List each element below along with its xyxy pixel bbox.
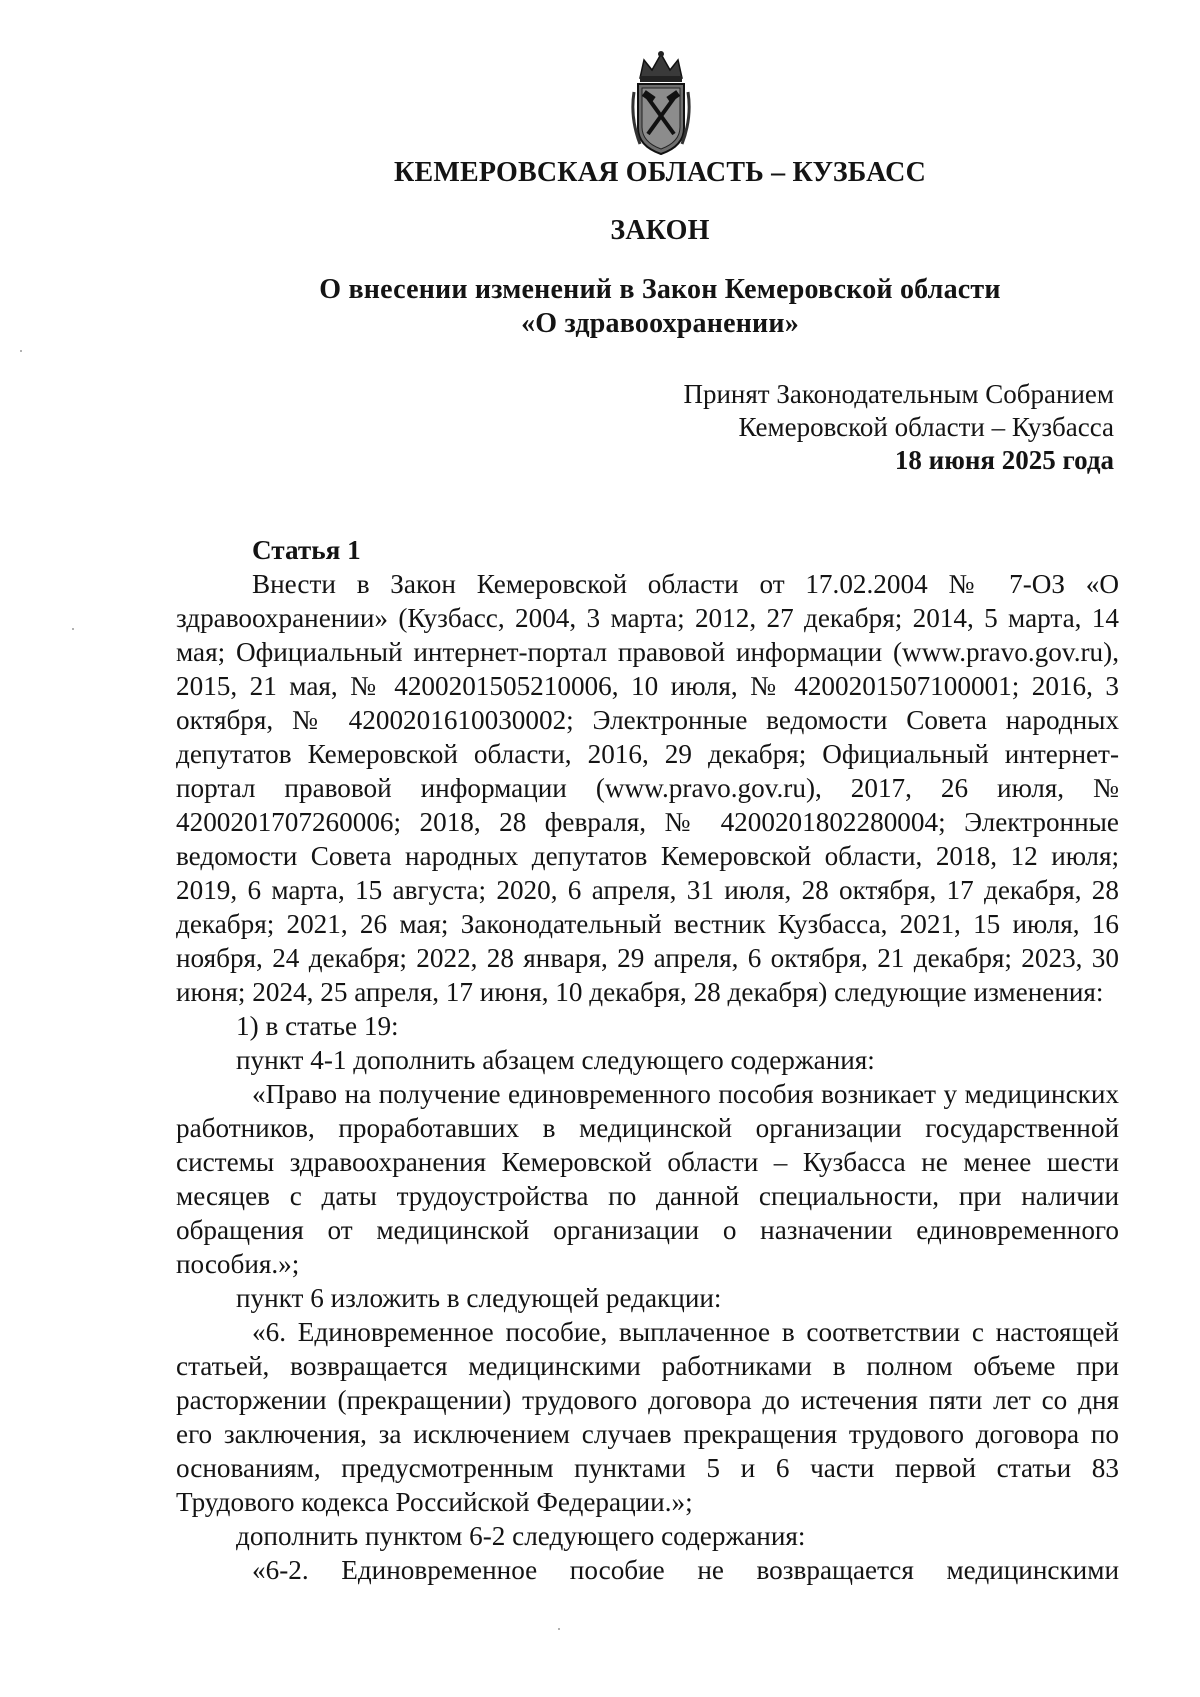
scan-speck [72, 628, 74, 630]
point-6-2-instruction: дополнить пунктом 6-2 следующего содержания: [236, 1521, 806, 1551]
point-6-text: «6. Единовременное пособие, выплаченное в соответствии с настоящей статьей, возвращается медицинскими работниками в полном объеме при расторжении (прекращении) трудового договора до истечения пяти лет со дня его заключения, за исключением случаев прекращения трудового договора по основаниям, предусмотренным пунктами 5 и 6 части первой статьи 83 Трудового кодекса Российской Федерации.»; [176, 1317, 1119, 1517]
scan-speck [20, 350, 22, 352]
document-type-heading: ЗАКОН [610, 215, 710, 246]
article-1 [176, 537, 1119, 1587]
adoption-line-2: Кемеровской области – Кузбасса [738, 412, 1114, 442]
kuzbass-coat-of-arms-icon [628, 48, 694, 158]
adoption-date: 18 июня 2025 года [894, 445, 1114, 475]
law-title [0, 273, 1200, 341]
scan-speck [558, 1628, 560, 1630]
point-4-1-instruction: пункт 4-1 дополнить абзацем следующего содержания: [236, 1045, 875, 1075]
article-title: Статья 1 [252, 535, 361, 565]
adoption-line-1: Принят Законодательным Собранием [683, 379, 1114, 409]
law-title-line-1: О внесении изменений в Закон Кемеровской области [319, 274, 1001, 305]
article-intro-paragraph: Внести в Закон Кемеровской области от 17.02.2004 № 7-ОЗ «О здравоохранении» (Кузбасс, 2004, 3 марта; 2012, 27 декабря; 2014, 5 марта, 14 мая; Официальный интернет-портал правовой информации (www.pravo.gov.ru), 2015, 21 мая, № 4200201505210006, 10 июля, № 4200201507100001; 2016, 3 октября, № 4200201610030002; Электронные ведомости Совета народных депутатов Кемеровской области, 2016, 29 декабря; Официальный интернет-портал правовой информации (www.pravo.gov.ru), 2017, 26 июля, № 4200201707260006; 2018, 28 февраля, № 4200201802280004; Электронные ведомости Совета народных депутатов Кемеровской области, 2018, 12 июля; 2019, 6 марта, 15 августа; 2020, 6 апреля, 31 июля, 28 октября, 17 декабря, 28 декабря; 2021, 26 мая; Законодательный вестник Кузбасса, 2021, 15 июля, 16 ноября, 24 декабря; 2022, 28 января, 29 апреля, 6 октября, 21 декабря; 2023, 30 июня; 2024, 25 апреля, 17 июня, 10 декабря, 28 декабря) следующие изменения: [176, 569, 1119, 1007]
point-6-2-text: «6-2. Единовременное пособие не возвращается медицинскими [252, 1555, 1119, 1585]
point-4-1-text: «Право на получение единовременного пособия возникает у медицинских работников, проработавших в медицинской организации государственной системы здравоохранения Кемеровской области – Кузбасса не менее шести месяцев с даты трудоустройства по данной специальности, при наличии обращения от медицинской организации о назначении единовременного пособия.»; [176, 1079, 1119, 1279]
law-title-line-2: «О здравоохранении» [521, 308, 799, 339]
point-6-instruction: пункт 6 изложить в следующей редакции: [236, 1283, 722, 1313]
amendment-item-1: 1) в статье 19: [236, 1011, 399, 1041]
adoption-block [683, 378, 1114, 477]
region-heading: КЕМЕРОВСКАЯ ОБЛАСТЬ – КУЗБАСС [393, 157, 927, 188]
